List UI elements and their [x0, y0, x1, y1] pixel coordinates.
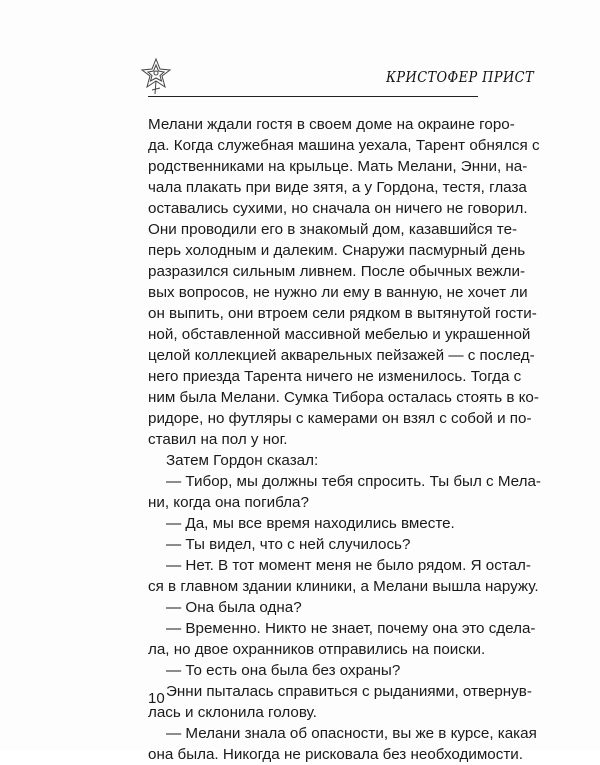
text-line: — Мелани знала об опасности, вы же в курсе, какая	[166, 725, 537, 742]
ornament-emblem-icon	[140, 56, 172, 96]
text-line: родственниками на крыльце. Мать Мелани, Энни, на-	[148, 158, 528, 175]
text-line: ла, но двое охранников отправились на поиски.	[148, 641, 486, 658]
text-line: оставались сухими, но сначала он ничего не говорил.	[148, 200, 528, 217]
text-line: целой коллекцией акварельных пейзажей — с послед-	[148, 347, 535, 364]
text-line: он выпить, они втроем сели рядком в вытянутой гости-	[148, 305, 537, 322]
text-line: — Ты видел, что с ней случилось?	[166, 536, 411, 553]
page-number: 10	[148, 690, 165, 707]
running-header-author: КРИСТОФЕР ПРИСТ	[386, 68, 534, 86]
text-line: разразился сильным ливнем. После обычных вежли-	[148, 263, 526, 280]
header-rule	[148, 96, 478, 97]
text-line: ним была Мелани. Сумка Тибора осталась стоять в ко-	[148, 389, 539, 406]
text-line: — Нет. В тот момент меня не было рядом. Я остал-	[166, 557, 531, 574]
text-line: вых вопросов, не нужно ли ему в ванную, не хочет ли	[148, 284, 528, 301]
text-line: — Да, мы все время находились вместе.	[166, 515, 455, 532]
text-line: ни, когда она погибла?	[148, 494, 309, 511]
text-line: чала плакать при виде зятя, а у Гордона, тестя, глаза	[148, 179, 527, 196]
text-line: — Временно. Никто не знает, почему она это сдела-	[166, 620, 536, 637]
text-line: него приезда Тарента ничего не изменилось. Тогда с	[148, 368, 522, 385]
text-line: перь холодным и далеким. Снаружи пасмурный день	[148, 242, 526, 259]
text-line: Мелани ждали гостя в своем доме на окраине горо-	[148, 116, 515, 133]
text-line: лась и склонила голову.	[148, 704, 317, 721]
text-line: Затем Гордон сказал:	[166, 452, 319, 469]
text-line: Энни пыталась справиться с рыданиями, отвернув-	[166, 683, 532, 700]
text-line: Они проводили его в знакомый дом, казавшийся те-	[148, 221, 518, 238]
text-line: ридоре, но футляры с камерами он взял с собой и по-	[148, 410, 532, 427]
text-line: ставил на пол у ног.	[148, 431, 288, 448]
text-line: — Она была одна?	[166, 599, 302, 616]
text-line: она была. Никогда не рисковала без необходимости.	[148, 746, 523, 763]
text-line: ной, обставленной массивной мебелью и украшенной	[148, 326, 531, 343]
text-line: — Тибор, мы должны тебя спросить. Ты был с Мела-	[166, 473, 541, 490]
text-line: ся в главном здании клиники, а Мелани вышла наружу.	[148, 578, 539, 595]
body-text	[148, 114, 541, 765]
text-line: да. Когда служебная машина уехала, Тарент обнялся с	[148, 137, 540, 154]
text-line: — То есть она была без охраны?	[166, 662, 401, 679]
